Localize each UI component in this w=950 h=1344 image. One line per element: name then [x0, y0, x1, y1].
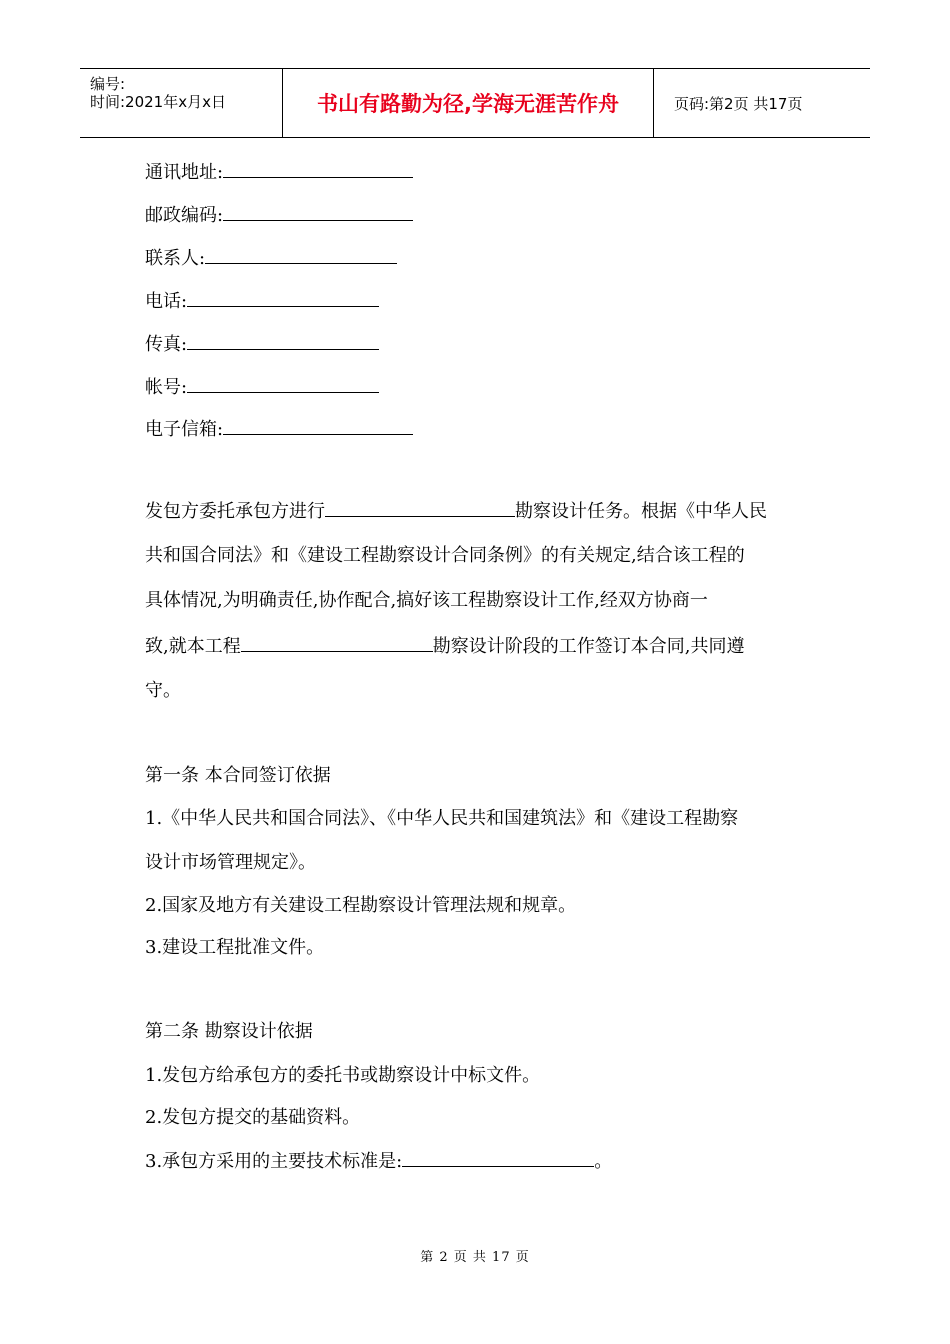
document-number: 编号:	[90, 75, 126, 93]
article-2-item-2: 2.发包方提交的基础资料。	[145, 1107, 361, 1128]
field-blank[interactable]	[187, 290, 379, 307]
field-blank[interactable]	[223, 204, 413, 221]
field-account	[145, 376, 379, 399]
article-2-item-3-text: 3.承包方采用的主要技术标准是:	[145, 1151, 403, 1172]
header-motto: 书山有路勤为径,学海无涯苦作舟	[283, 69, 654, 137]
field-label: 传真:	[145, 334, 188, 355]
intro-text: 发包方委托承包方进行	[145, 501, 325, 522]
field-blank[interactable]	[223, 161, 413, 178]
header-page-info-text: 页码:第2页 共17页	[674, 94, 803, 113]
article-2-item-3-end: 。	[594, 1151, 613, 1172]
field-label: 通讯地址:	[145, 162, 224, 183]
header-meta-cell	[80, 69, 283, 137]
field-label: 电子信箱:	[145, 419, 224, 440]
field-label: 邮政编码:	[145, 205, 224, 226]
project-blank[interactable]	[325, 500, 515, 517]
field-phone	[145, 290, 379, 313]
article-2-item-1: 1.发包方给承包方的委托书或勘察设计中标文件。	[145, 1065, 541, 1086]
document-time: 时间:2021年x月x日	[90, 93, 226, 111]
intro-line-5: 守。	[145, 680, 181, 701]
intro-line-3: 具体情况,为明确责任,协作配合,搞好该工程勘察设计工作,经双方协商一	[145, 590, 708, 611]
field-email	[145, 418, 413, 441]
field-blank[interactable]	[187, 333, 379, 350]
intro-line-2: 共和国合同法》和《建设工程勘察设计合同条例》的有关规定,结合该工程的	[145, 545, 745, 566]
project-blank[interactable]	[241, 635, 433, 652]
article-1-item-1: 1.《中华人民共和国合同法》、《中华人民共和国建筑法》和《建设工程勘察	[145, 808, 739, 829]
header-page-info	[664, 69, 870, 137]
field-blank[interactable]	[187, 376, 379, 393]
field-postcode	[145, 204, 413, 227]
header-table	[80, 68, 870, 138]
article-2-item-3	[145, 1150, 612, 1173]
field-contact	[145, 247, 397, 270]
field-label: 联系人:	[145, 248, 206, 269]
intro-text: 勘察设计阶段的工作签订本合同,共同遵	[432, 636, 745, 657]
page-footer: 第 2 页 共 17 页	[420, 1250, 530, 1265]
field-blank[interactable]	[205, 247, 397, 264]
field-label: 电话:	[145, 291, 188, 312]
field-fax	[145, 333, 379, 356]
intro-text: 致,就本工程	[145, 636, 241, 657]
article-1-title: 第一条 本合同签订依据	[145, 765, 331, 786]
article-1-item-1-cont: 设计市场管理规定》。	[145, 852, 316, 873]
article-1-item-2: 2.国家及地方有关建设工程勘察设计管理法规和规章。	[145, 895, 577, 916]
intro-line-4	[145, 635, 744, 658]
field-address	[145, 161, 413, 184]
field-blank[interactable]	[223, 418, 413, 435]
article-2-title: 第二条 勘察设计依据	[145, 1021, 313, 1042]
intro-text: 勘察设计任务。根据《中华人民	[515, 501, 767, 522]
article-1-item-3: 3.建设工程批准文件。	[145, 937, 325, 958]
intro-line-1	[145, 500, 767, 523]
field-label: 帐号:	[145, 377, 188, 398]
standard-blank[interactable]	[402, 1150, 594, 1167]
